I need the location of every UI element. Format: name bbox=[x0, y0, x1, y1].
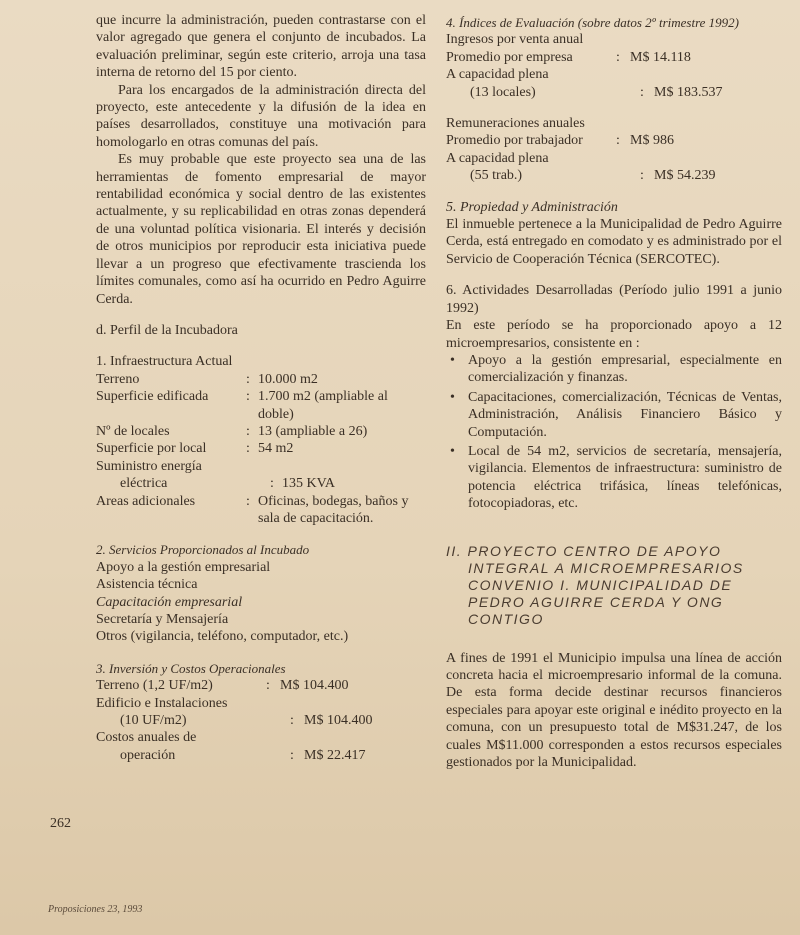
section-title-line: CONVENIO I. MUNICIPALIDAD DE bbox=[468, 576, 733, 593]
list-item: Secretaría y Mensajería bbox=[96, 612, 229, 627]
infra-row: Nº de locales : 13 (ampliable a 26) bbox=[96, 423, 426, 440]
eval-key: Promedio por trabajador bbox=[446, 133, 583, 149]
eval-line: Remuneraciones anuales bbox=[446, 116, 585, 132]
section-title-line: PEDRO AGUIRRE CERDA Y ONG bbox=[468, 593, 724, 610]
infra-value: 1.700 m2 (ampliable al doble) bbox=[258, 389, 388, 422]
paragraph: que incurre la administración, pueden contrastarse con el valor agregado que genera el conjunto de incubados. La evaluación preliminar, según este criterio, arroja una tasa interna de retorno del 15 por ciento. bbox=[96, 13, 426, 81]
eval-line: Ingresos por venta anual bbox=[446, 32, 584, 48]
section-title bbox=[446, 543, 782, 628]
subsection-heading: 6. Actividades Desarrolladas (Período julio 1991 a junio 1992) bbox=[446, 283, 782, 316]
eval-key: (55 trab.) bbox=[470, 168, 523, 184]
list-item: Apoyo a la gestión empresarial bbox=[96, 559, 271, 575]
paragraph: A fines de 1991 el Municipio impulsa una línea de acción concreta hacia el microempresario informal de la comuna. De esta forma decide destinar recursos financieros especiales para apoyar este original e inédito proyecto en la comuna, con un presupuesto total de M$31.247, de los cuales M$11.000 corresponden a estos recursos especiales gestionados por la Municipalidad. bbox=[446, 650, 782, 770]
page-number: 262 bbox=[50, 816, 71, 831]
infra-value: 54 m2 bbox=[258, 441, 294, 457]
eval-key: A capacidad plena bbox=[446, 150, 549, 166]
cost-row bbox=[96, 695, 426, 712]
list-item: Capacitación empresarial bbox=[96, 594, 243, 610]
services-list bbox=[96, 559, 426, 646]
eval-row bbox=[446, 66, 782, 83]
infra-key: Terreno bbox=[96, 371, 140, 387]
cost-row: (10 UF/m2) : M$ 104.400 bbox=[96, 712, 426, 729]
cost-value bbox=[280, 695, 426, 712]
eval-key: Promedio por empresa bbox=[446, 49, 573, 65]
subsection-heading: 1. Infraestructura Actual bbox=[96, 354, 233, 370]
eval-value: M$ 14.118 bbox=[630, 49, 691, 65]
cost-key: Edificio e Instalaciones bbox=[96, 695, 228, 711]
costs-table bbox=[96, 677, 426, 764]
eval-value: M$ 183.537 bbox=[654, 84, 723, 100]
infra-key: Superficie por local bbox=[96, 441, 207, 457]
infra-value: Oficinas, bodegas, baños y sala de capacitación. bbox=[258, 493, 409, 526]
eval-value: M$ 986 bbox=[630, 133, 674, 149]
left-column bbox=[96, 12, 426, 764]
subsection-heading: 5. Propiedad y Administración bbox=[446, 199, 618, 215]
paragraph: Es muy probable que este proyecto sea una de las herramientas de fomento empresarial de mayor rentabilidad económica y social dentro de las existentes actualmente, y su replicabilidad en otras zonas dependerá de una voluntad política visionaria. El interés y decisión de otros municipios por reproducir esta iniciativa puede llevar a un progreso que efectivamente trascienda los límites comunales, como así ha ocurrido en Pedro Aguirre Cerda. bbox=[96, 152, 426, 307]
footer-citation: Proposiciones 23, 1993 bbox=[48, 904, 143, 915]
paragraph: El inmueble pertenece a la Municipalidad de Pedro Aguirre Cerda, está entregado en comodato y es administrado por el Servicio de Cooperación Técnica (SERCOTEC). bbox=[446, 217, 782, 267]
right-column bbox=[446, 14, 782, 771]
eval-row: Promedio por empresa : M$ 14.118 bbox=[446, 49, 782, 66]
list-item: • Local de 54 m2, servicios de secretaría, mensajería, vigilancia. Elementos de infraestructura: suministro de potencia eléctrica trifásica, líneas telefónicas, fotocopiadoras, etc. bbox=[446, 443, 782, 513]
cost-row: operación : M$ 22.417 bbox=[96, 747, 426, 764]
section-title-line: II. PROYECTO CENTRO DE APOYO bbox=[446, 542, 722, 559]
eval-value bbox=[630, 66, 782, 83]
infra-key: Suministro energía bbox=[96, 458, 202, 474]
eval-row bbox=[446, 150, 782, 167]
section-heading: d. Perfil de la Incubadora bbox=[96, 322, 238, 338]
infra-row: Terreno : 10.000 m2 bbox=[96, 371, 426, 388]
cost-key: (10 UF/m2) bbox=[120, 713, 187, 729]
cost-value: M$ 104.400 bbox=[304, 713, 373, 729]
subsection-heading: 2. Servicios Proporcionados al Incubado bbox=[96, 542, 310, 558]
subsection-heading: 3. Inversión y Costos Operacionales bbox=[96, 660, 286, 676]
list-item: • Apoyo a la gestión empresarial, especialmente en comercialización y finanzas. bbox=[446, 352, 782, 387]
list-item: Asistencia técnica bbox=[96, 577, 198, 593]
list-item: Otros (vigilancia, teléfono, computador, etc.) bbox=[96, 629, 349, 645]
cost-row bbox=[96, 729, 426, 746]
cost-row: Terreno (1,2 UF/m2) : M$ 104.400 bbox=[96, 677, 426, 694]
cost-key: operación bbox=[120, 747, 176, 763]
eval-row: Promedio por trabajador : M$ 986 bbox=[446, 132, 782, 149]
cost-value: M$ 22.417 bbox=[304, 747, 366, 763]
eval-row: (55 trab.) : M$ 54.239 bbox=[446, 167, 782, 184]
eval-key: (13 locales) bbox=[470, 84, 536, 100]
paragraph: En este período se ha proporcionado apoyo a 12 microempresarios, consistente en : bbox=[446, 318, 782, 351]
eval-row: (13 locales) : M$ 183.537 bbox=[446, 84, 782, 101]
infra-key: Nº de locales bbox=[96, 423, 170, 439]
section-title-line: INTEGRAL A MICROEMPRESARIOS bbox=[468, 559, 744, 576]
infra-value: 135 KVA bbox=[282, 476, 336, 492]
eval-value bbox=[630, 150, 782, 167]
paragraph: Para los encargados de la administración directa del proyecto, este antecedente y la difusión de la idea en países desarrollados, constituye una motivación para homologarlo en otras comunas del país. bbox=[96, 82, 426, 150]
list-item: • Capacitaciones, comercialización, Técnicas de Ventas, Administración, Análisis Financiero Básico y Computación. bbox=[446, 389, 782, 441]
cost-value bbox=[280, 729, 426, 746]
cost-value: M$ 104.400 bbox=[280, 678, 349, 694]
cost-key: Terreno (1,2 UF/m2) bbox=[96, 678, 213, 694]
subsection-heading: 4. Índices de Evaluación (sobre datos 2º trimestre 1992) bbox=[446, 15, 739, 30]
infra-key: eléctrica bbox=[120, 476, 168, 492]
infra-row: Areas adicionales : Oficinas, bodegas, baños y sala de capacitación. bbox=[96, 493, 426, 528]
infra-key: Superficie edificada bbox=[96, 389, 209, 405]
eval-value: M$ 54.239 bbox=[654, 168, 716, 184]
infra-row: Superficie por local : 54 m2 bbox=[96, 440, 426, 457]
infra-value: 10.000 m2 bbox=[258, 371, 318, 387]
infra-row: eléctrica : 135 KVA bbox=[96, 475, 426, 492]
infra-table bbox=[96, 371, 426, 528]
infra-value bbox=[258, 458, 426, 475]
infra-row bbox=[96, 458, 426, 475]
infra-key: Areas adicionales bbox=[96, 493, 196, 509]
section-title-line: CONTIGO bbox=[468, 610, 544, 627]
eval-key: A capacidad plena bbox=[446, 67, 549, 83]
infra-row: Superficie edificada : 1.700 m2 (ampliable al doble) bbox=[96, 388, 426, 423]
infra-value: 13 (ampliable a 26) bbox=[258, 423, 368, 439]
cost-key: Costos anuales de bbox=[96, 730, 197, 746]
activities-list bbox=[446, 352, 782, 513]
